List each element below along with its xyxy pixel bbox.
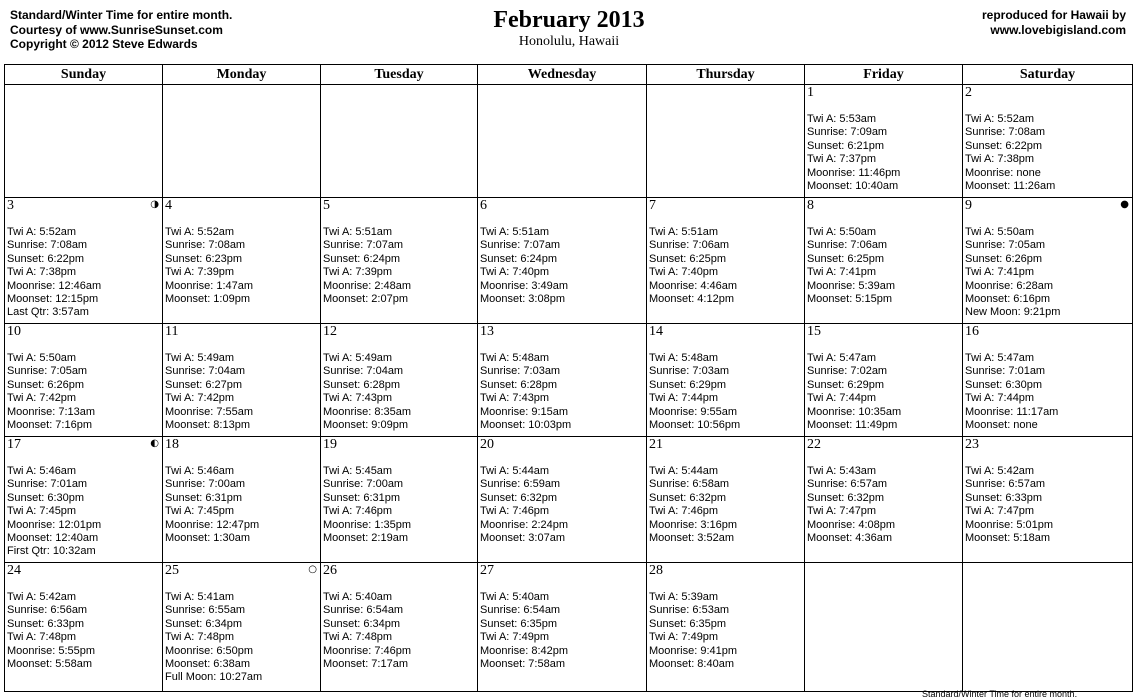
day-times [5, 591, 162, 671]
day-number: 19 [323, 437, 337, 452]
time-entry: First Qtr: 10:32am [7, 545, 96, 558]
day-number: 28 [649, 563, 663, 578]
day-times [163, 591, 320, 685]
time-entry: Twi A: 7:44pm [807, 392, 877, 405]
weekday-header-row [5, 65, 1133, 85]
day-cell [321, 563, 478, 692]
day-times [963, 113, 1132, 193]
time-entry: Sunrise: 7:07am [323, 239, 404, 252]
time-entry: Twi A: 5:42am [965, 465, 1035, 477]
time-entry: Moonset: 6:16pm [965, 293, 1050, 306]
time-entry: Twi A: 7:48pm [323, 631, 393, 644]
day-number: 26 [323, 563, 337, 578]
empty-day-cell [163, 85, 321, 198]
header-reproduced-line: www.lovebigisland.com [990, 22, 1126, 37]
day-times [163, 226, 320, 306]
day-number: 9 [965, 198, 972, 213]
time-entry: Moonrise: 9:41pm [649, 644, 738, 657]
time-entry: Twi A: 7:41pm [965, 266, 1035, 279]
moon-phase-icon: ◐ [150, 438, 159, 449]
time-entry: Sunrise: 7:06am [807, 239, 888, 252]
time-entry: Sunset: 6:30pm [965, 378, 1043, 391]
time-entry: Twi A: 5:52am [7, 226, 77, 238]
time-entry: Twi A: 5:53am [807, 113, 877, 125]
time-entry: Moonrise: 5:01pm [965, 518, 1054, 531]
time-entry: Sunrise: 6:59am [480, 478, 561, 491]
time-entry: Moonrise: 12:01pm [7, 518, 102, 531]
header-title-block [0, 6, 1138, 50]
time-entry: Moonrise: 9:15am [480, 405, 569, 418]
day-number: 13 [480, 324, 494, 339]
day-cell [5, 437, 163, 563]
time-entry: Moonrise: 8:35am [323, 405, 412, 418]
time-entry: Twi A: 5:47am [807, 352, 877, 364]
day-times [478, 591, 646, 671]
time-entry: Sunset: 6:29pm [807, 378, 885, 391]
time-entry: Sunset: 6:25pm [807, 252, 885, 265]
time-entry: Twi A: 7:45pm [165, 505, 235, 518]
time-entry: Twi A: 5:46am [7, 465, 77, 477]
time-entry: Twi A: 5:43am [807, 465, 877, 477]
weekday-header-thursday: Thursday [647, 65, 805, 85]
time-entry: Moonrise: 10:35am [807, 405, 902, 418]
time-entry: Sunrise: 7:07am [480, 239, 561, 252]
time-entry: Moonset: 5:18am [965, 532, 1050, 545]
time-entry: Twi A: 7:43pm [323, 392, 393, 405]
week-row [5, 85, 1133, 198]
day-times [647, 352, 804, 432]
week-row [5, 324, 1133, 437]
time-entry: Twi A: 7:40pm [649, 266, 719, 279]
weekday-header-monday: Monday [163, 65, 321, 85]
time-entry: Moonset: 2:07pm [323, 293, 408, 306]
time-entry: Moonrise: 5:39am [807, 279, 896, 292]
day-number: 22 [807, 437, 821, 452]
time-entry: Sunrise: 6:57am [807, 478, 888, 491]
time-entry: Moonset: 10:03pm [480, 419, 572, 432]
day-times [163, 465, 320, 545]
time-entry: Twi A: 7:48pm [7, 631, 77, 644]
day-number: 14 [649, 324, 663, 339]
day-times [5, 352, 162, 432]
day-cell [805, 324, 963, 437]
time-entry: Moonset: 5:58am [7, 658, 92, 671]
day-number: 17 [7, 437, 21, 452]
time-entry: Sunset: 6:32pm [649, 491, 727, 504]
day-number: 5 [323, 198, 330, 213]
time-entry: Full Moon: 10:27am [165, 671, 263, 684]
time-entry: Sunrise: 7:00am [323, 478, 404, 491]
time-entry: Sunrise: 7:08am [7, 239, 88, 252]
time-entry: Moonset: 11:49pm [807, 419, 898, 432]
weekday-header-sunday: Sunday [5, 65, 163, 85]
time-entry: Moonset: 1:09pm [165, 293, 250, 306]
day-cell [5, 563, 163, 692]
day-cell [963, 198, 1133, 324]
time-entry: Sunrise: 6:53am [649, 604, 730, 617]
time-entry: Moonrise: 12:46am [7, 279, 102, 292]
time-entry: Sunset: 6:26pm [7, 378, 85, 391]
day-cell [805, 198, 963, 324]
time-entry: Twi A: 5:50am [7, 352, 77, 364]
time-entry: Sunrise: 7:05am [965, 239, 1046, 252]
time-entry: Moonrise: 7:13am [7, 405, 96, 418]
time-entry: Sunrise: 6:56am [7, 604, 88, 617]
header-credit-line: Courtesy of www.SunriseSunset.com [10, 22, 223, 37]
time-entry: Twi A: 7:37pm [807, 153, 877, 166]
time-entry: Twi A: 7:49pm [480, 631, 550, 644]
time-entry: Moonrise: 3:49am [480, 279, 569, 292]
time-entry: Twi A: 5:50am [965, 226, 1035, 238]
day-cell [647, 198, 805, 324]
time-entry: Twi A: 7:43pm [480, 392, 550, 405]
week-row [5, 198, 1133, 324]
time-entry: Sunrise: 7:01am [965, 365, 1046, 378]
header-credit-line: Standard/Winter Time for entire month. [10, 8, 233, 22]
day-number: 25 [165, 563, 179, 578]
time-entry: Moonrise: 1:35pm [323, 518, 412, 531]
time-entry: Moonrise: 5:55pm [7, 644, 96, 657]
time-entry: Twi A: 7:38pm [965, 153, 1035, 166]
day-times [963, 352, 1132, 432]
day-times [963, 226, 1132, 320]
day-number: 8 [807, 198, 814, 213]
time-entry: Moonset: none [965, 419, 1038, 432]
time-entry: Twi A: 7:45pm [7, 505, 77, 518]
time-entry: Sunrise: 7:04am [323, 365, 404, 378]
day-number: 2 [965, 85, 972, 100]
time-entry: Moonset: 4:12pm [649, 293, 734, 306]
time-entry: Sunrise: 7:08am [165, 239, 246, 252]
weekday-header-tuesday: Tuesday [321, 65, 478, 85]
time-entry: Moonset: 3:07am [480, 532, 565, 545]
day-number: 7 [649, 198, 656, 213]
time-entry: Twi A: 5:40am [480, 591, 550, 603]
time-entry: Moonrise: 3:16pm [649, 518, 738, 531]
time-entry: Moonset: 7:58am [480, 658, 565, 671]
day-cell [963, 437, 1133, 563]
time-entry: Twi A: 5:44am [649, 465, 719, 477]
time-entry: Twi A: 5:50am [807, 226, 877, 238]
day-times [805, 226, 962, 306]
day-times [647, 226, 804, 306]
time-entry: Sunset: 6:27pm [165, 378, 243, 391]
header-credit-line: Copyright © 2012 Steve Edwards [10, 37, 198, 51]
day-times [5, 226, 162, 320]
time-entry: Twi A: 5:48am [649, 352, 719, 364]
time-entry: Moonset: 7:17am [323, 658, 408, 671]
time-entry: Twi A: 7:39pm [165, 266, 235, 279]
header-reproduced [982, 8, 1126, 37]
time-entry: Twi A: 7:47pm [965, 505, 1035, 518]
day-number: 4 [165, 198, 172, 213]
day-number: 10 [7, 324, 21, 339]
time-entry: Moonrise: 7:55am [165, 405, 254, 418]
week-row [5, 563, 1133, 692]
page-title: February 2013 [493, 7, 645, 33]
day-cell [647, 324, 805, 437]
time-entry: Moonrise: 2:24pm [480, 518, 569, 531]
time-entry: Moonrise: 7:46pm [323, 644, 412, 657]
day-times [647, 465, 804, 545]
time-entry: New Moon: 9:21pm [965, 306, 1061, 319]
empty-day-cell [805, 563, 963, 692]
day-cell [963, 324, 1133, 437]
time-entry: Moonrise: 4:08pm [807, 518, 896, 531]
time-entry: Twi A: 7:46pm [323, 505, 393, 518]
time-entry: Sunrise: 7:02am [807, 365, 888, 378]
day-number: 20 [480, 437, 494, 452]
day-number: 23 [965, 437, 979, 452]
time-entry: Sunset: 6:29pm [649, 378, 727, 391]
day-times [478, 226, 646, 306]
day-times [321, 226, 477, 306]
time-entry: Sunrise: 6:54am [480, 604, 561, 617]
time-entry: Twi A: 7:46pm [649, 505, 719, 518]
day-times [5, 465, 162, 559]
time-entry: Moonset: 2:19am [323, 532, 408, 545]
day-cell [163, 198, 321, 324]
day-times [805, 113, 962, 193]
empty-day-cell [963, 563, 1133, 692]
time-entry: Twi A: 7:38pm [7, 266, 77, 279]
calendar-grid [4, 64, 1133, 692]
empty-day-cell [647, 85, 805, 198]
day-cell [963, 85, 1133, 198]
day-times [805, 465, 962, 545]
footer-note: Standard/Winter Time for entire month. [922, 689, 1078, 699]
moon-phase-icon: ● [1120, 199, 1129, 210]
time-entry: Twi A: 7:41pm [807, 266, 877, 279]
time-entry: Sunset: 6:32pm [807, 491, 885, 504]
day-cell [647, 437, 805, 563]
empty-day-cell [478, 85, 647, 198]
time-entry: Sunset: 6:22pm [965, 139, 1043, 152]
time-entry: Sunset: 6:25pm [649, 252, 727, 265]
empty-day-cell [321, 85, 478, 198]
time-entry: Moonset: 6:38am [165, 658, 250, 671]
time-entry: Moonrise: none [965, 166, 1041, 179]
empty-day-cell [5, 85, 163, 198]
time-entry: Twi A: 5:39am [649, 591, 719, 603]
time-entry: Twi A: 5:41am [165, 591, 235, 603]
time-entry: Sunset: 6:30pm [7, 491, 85, 504]
time-entry: Last Qtr: 3:57am [7, 306, 89, 319]
day-times [647, 591, 804, 671]
time-entry: Twi A: 5:45am [323, 465, 393, 477]
day-times [321, 352, 477, 432]
time-entry: Moonrise: 8:42pm [480, 644, 569, 657]
time-entry: Sunset: 6:33pm [7, 617, 85, 630]
time-entry: Moonrise: 11:17am [965, 405, 1059, 418]
time-entry: Twi A: 5:49am [165, 352, 235, 364]
day-number: 27 [480, 563, 494, 578]
time-entry: Sunset: 6:35pm [649, 617, 727, 630]
day-times [805, 352, 962, 432]
time-entry: Moonset: 12:15pm [7, 293, 99, 306]
weekday-header-wednesday: Wednesday [478, 65, 647, 85]
day-cell [478, 563, 647, 692]
day-cell [321, 324, 478, 437]
time-entry: Sunrise: 7:03am [480, 365, 561, 378]
time-entry: Sunrise: 7:04am [165, 365, 246, 378]
time-entry: Sunset: 6:34pm [165, 617, 243, 630]
time-entry: Twi A: 5:51am [323, 226, 393, 238]
time-entry: Sunset: 6:34pm [323, 617, 401, 630]
moon-phase-icon: ○ [308, 564, 317, 575]
time-entry: Moonrise: 6:28am [965, 279, 1054, 292]
time-entry: Twi A: 7:46pm [480, 505, 550, 518]
day-cell [478, 324, 647, 437]
time-entry: Moonset: 4:36am [807, 532, 892, 545]
weekday-header-saturday: Saturday [963, 65, 1133, 85]
time-entry: Moonset: 5:15pm [807, 293, 892, 306]
time-entry: Twi A: 7:44pm [649, 392, 719, 405]
day-cell [5, 198, 163, 324]
time-entry: Sunset: 6:33pm [965, 491, 1043, 504]
time-entry: Moonrise: 9:55am [649, 405, 738, 418]
time-entry: Sunset: 6:24pm [323, 252, 401, 265]
time-entry: Twi A: 5:44am [480, 465, 550, 477]
time-entry: Sunset: 6:31pm [165, 491, 243, 504]
day-number: 18 [165, 437, 179, 452]
time-entry: Sunrise: 6:55am [165, 604, 246, 617]
day-cell [805, 85, 963, 198]
time-entry: Moonrise: 4:46am [649, 279, 738, 292]
time-entry: Moonset: 3:08pm [480, 293, 565, 306]
day-cell [163, 324, 321, 437]
time-entry: Sunset: 6:26pm [965, 252, 1043, 265]
time-entry: Moonrise: 2:48am [323, 279, 412, 292]
time-entry: Sunset: 6:28pm [323, 378, 401, 391]
time-entry: Sunset: 6:28pm [480, 378, 558, 391]
day-number: 1 [807, 85, 814, 100]
time-entry: Moonset: 1:30am [165, 532, 250, 545]
time-entry: Sunset: 6:23pm [165, 252, 243, 265]
time-entry: Sunrise: 6:54am [323, 604, 404, 617]
day-cell [647, 563, 805, 692]
time-entry: Twi A: 5:52am [965, 113, 1035, 125]
time-entry: Moonset: 9:09pm [323, 419, 408, 432]
day-times [478, 352, 646, 432]
day-cell [163, 563, 321, 692]
time-entry: Sunrise: 7:08am [965, 126, 1046, 139]
time-entry: Sunrise: 7:06am [649, 239, 730, 252]
time-entry: Moonset: 10:40am [807, 180, 899, 193]
time-entry: Moonrise: 12:47pm [165, 518, 260, 531]
time-entry: Moonset: 11:26am [965, 180, 1056, 193]
time-entry: Twi A: 7:42pm [165, 392, 235, 405]
time-entry: Moonset: 10:56pm [649, 419, 741, 432]
time-entry: Sunset: 6:35pm [480, 617, 558, 630]
time-entry: Moonset: 8:40am [649, 658, 734, 671]
day-number: 11 [165, 324, 179, 339]
time-entry: Sunrise: 7:03am [649, 365, 730, 378]
time-entry: Twi A: 5:40am [323, 591, 393, 603]
day-cell [478, 198, 647, 324]
day-number: 12 [323, 324, 337, 339]
time-entry: Twi A: 7:39pm [323, 266, 393, 279]
day-number: 16 [965, 324, 979, 339]
day-cell [478, 437, 647, 563]
time-entry: Sunset: 6:22pm [7, 252, 85, 265]
time-entry: Moonset: 8:13pm [165, 419, 250, 432]
day-cell [163, 437, 321, 563]
time-entry: Twi A: 5:46am [165, 465, 235, 477]
time-entry: Twi A: 7:44pm [965, 392, 1035, 405]
time-entry: Moonrise: 11:46pm [807, 166, 901, 179]
day-cell [805, 437, 963, 563]
day-times [321, 465, 477, 545]
time-entry: Moonrise: 6:50pm [165, 644, 254, 657]
time-entry: Sunrise: 7:09am [807, 126, 888, 139]
time-entry: Moonrise: 1:47am [165, 279, 254, 292]
time-entry: Sunset: 6:21pm [807, 139, 885, 152]
time-entry: Sunset: 6:24pm [480, 252, 558, 265]
time-entry: Moonset: 3:52am [649, 532, 734, 545]
location-subtitle: Honolulu, Hawaii [518, 34, 620, 49]
time-entry: Twi A: 5:49am [323, 352, 393, 364]
time-entry: Twi A: 5:51am [480, 226, 550, 238]
header-reproduced-line: reproduced for Hawaii by [981, 8, 1126, 22]
time-entry: Sunrise: 7:05am [7, 365, 88, 378]
time-entry: Moonset: 7:16pm [7, 419, 92, 432]
time-entry: Twi A: 5:47am [965, 352, 1035, 364]
time-entry: Twi A: 7:42pm [7, 392, 77, 405]
day-number: 24 [7, 563, 21, 578]
time-entry: Twi A: 7:49pm [649, 631, 719, 644]
moon-phase-icon: ◑ [150, 199, 159, 210]
day-cell [321, 437, 478, 563]
day-times [321, 591, 477, 671]
day-number: 15 [807, 324, 821, 339]
day-cell [5, 324, 163, 437]
time-entry: Sunset: 6:32pm [480, 491, 558, 504]
time-entry: Twi A: 5:48am [480, 352, 550, 364]
time-entry: Twi A: 5:42am [7, 591, 77, 603]
weekday-header-friday: Friday [805, 65, 963, 85]
day-number: 3 [7, 198, 14, 213]
day-number: 6 [480, 198, 487, 213]
time-entry: Sunset: 6:31pm [323, 491, 401, 504]
day-times [963, 465, 1132, 545]
time-entry: Twi A: 7:40pm [480, 266, 550, 279]
time-entry: Sunrise: 7:00am [165, 478, 246, 491]
time-entry: Twi A: 5:52am [165, 226, 235, 238]
calendar-body [5, 85, 1133, 692]
time-entry: Sunrise: 6:57am [965, 478, 1046, 491]
time-entry: Sunrise: 6:58am [649, 478, 730, 491]
day-number: 21 [649, 437, 663, 452]
time-entry: Sunrise: 7:01am [7, 478, 88, 491]
time-entry: Twi A: 7:47pm [807, 505, 877, 518]
day-cell [321, 198, 478, 324]
day-times [163, 352, 320, 432]
day-times [478, 465, 646, 545]
week-row [5, 437, 1133, 563]
time-entry: Twi A: 5:51am [649, 226, 719, 238]
time-entry: Moonset: 12:40am [7, 532, 99, 545]
time-entry: Twi A: 7:48pm [165, 631, 235, 644]
